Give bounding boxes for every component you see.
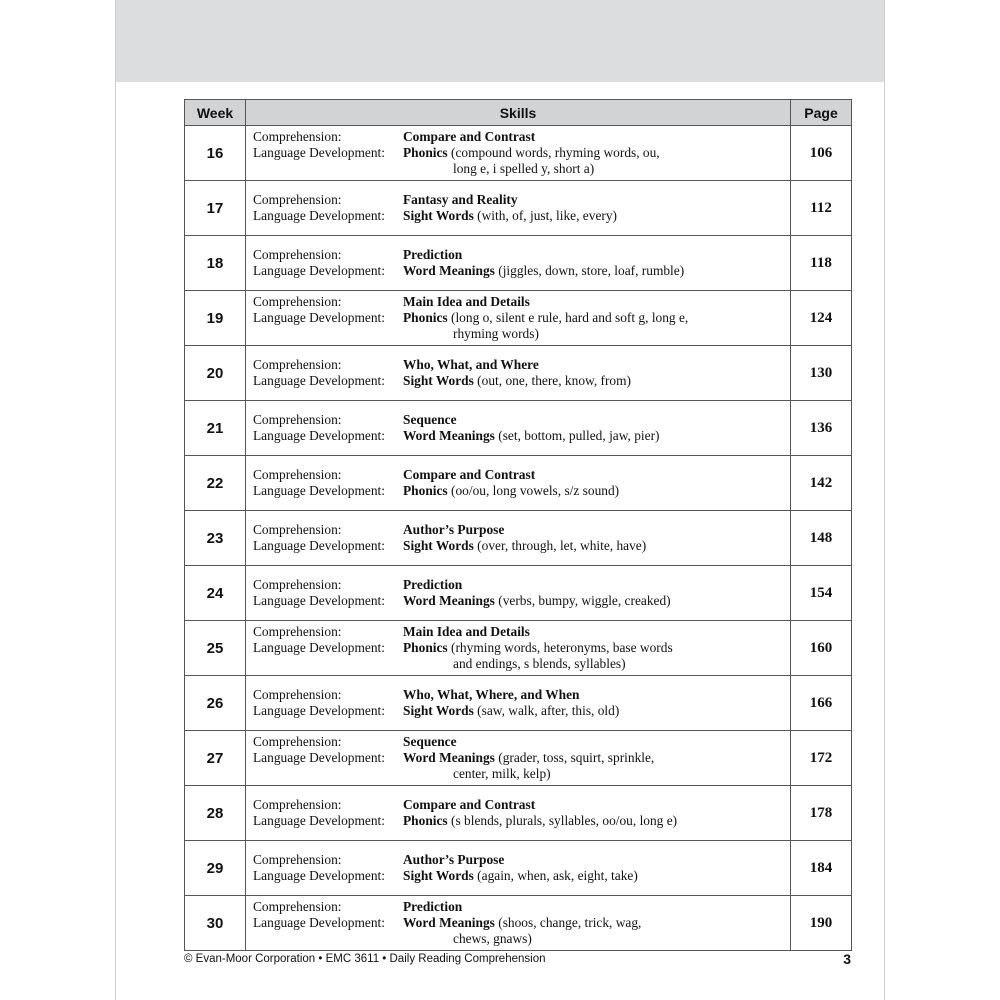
language-skill-type: Sight Words	[403, 208, 474, 223]
page-reference: 172	[791, 731, 852, 786]
table-row	[185, 786, 852, 841]
language-skill-detail-continued: center, milk, kelp)	[453, 766, 551, 781]
page-reference: 136	[791, 401, 852, 456]
week-number: 19	[185, 291, 246, 346]
language-skill-type: Phonics	[403, 310, 448, 325]
comprehension-label: Comprehension:	[253, 129, 342, 144]
skills-cell	[246, 346, 791, 401]
language-development-label: Language Development:	[253, 428, 385, 443]
page-reference: 184	[791, 841, 852, 896]
language-skill-detail-continued: and endings, s blends, syllables)	[453, 656, 626, 671]
skills-cell	[246, 401, 791, 456]
language-skill-detail: (shoos, change, trick, wag,	[494, 915, 642, 930]
language-skill-detail: (jiggles, down, store, loaf, rumble)	[494, 263, 685, 278]
comprehension-skill: Compare and Contrast	[403, 467, 536, 482]
skills-column-header: Skills	[246, 100, 791, 126]
language-development-label: Language Development:	[253, 208, 385, 223]
comprehension-skill: Who, What, and Where	[403, 357, 539, 372]
language-skill-type: Word Meanings	[403, 428, 495, 443]
comprehension-label: Comprehension:	[253, 294, 342, 309]
language-skill-detail: (with, of, just, like, every)	[473, 208, 617, 223]
language-skill-detail: (long o, silent e rule, hard and soft g, long e,	[447, 310, 689, 325]
comprehension-label: Comprehension:	[253, 687, 342, 702]
table-row	[185, 511, 852, 566]
week-number: 21	[185, 401, 246, 456]
language-development-label: Language Development:	[253, 373, 385, 388]
language-skill-detail: (rhyming words, heteronyms, base words	[447, 640, 673, 655]
language-skill-detail-continued: long e, i spelled y, short a)	[453, 161, 595, 176]
skills-cell	[246, 841, 791, 896]
table-row	[185, 181, 852, 236]
comprehension-skill: Main Idea and Details	[403, 624, 530, 639]
page-reference: 130	[791, 346, 852, 401]
skills-table	[184, 99, 852, 951]
language-skill-detail: (compound words, rhyming words, ou,	[447, 145, 660, 160]
language-development-label: Language Development:	[253, 538, 385, 553]
language-development-label: Language Development:	[253, 310, 385, 325]
comprehension-label: Comprehension:	[253, 357, 342, 372]
language-skill-type: Word Meanings	[403, 915, 495, 930]
comprehension-label: Comprehension:	[253, 734, 342, 749]
language-skill-type: Word Meanings	[403, 750, 495, 765]
comprehension-label: Comprehension:	[253, 852, 342, 867]
skills-cell	[246, 511, 791, 566]
language-skill-detail: (oo/ou, long vowels, s/z sound)	[447, 483, 620, 498]
week-number: 25	[185, 621, 246, 676]
comprehension-skill: Who, What, Where, and When	[403, 687, 580, 702]
comprehension-skill: Compare and Contrast	[403, 129, 536, 144]
page-reference: 118	[791, 236, 852, 291]
table-row	[185, 236, 852, 291]
week-number: 20	[185, 346, 246, 401]
language-development-label: Language Development:	[253, 813, 385, 828]
week-column-header: Week	[185, 100, 246, 126]
week-number: 26	[185, 676, 246, 731]
comprehension-label: Comprehension:	[253, 899, 342, 914]
language-development-label: Language Development:	[253, 868, 385, 883]
comprehension-skill: Fantasy and Reality	[403, 192, 518, 207]
comprehension-label: Comprehension:	[253, 577, 342, 592]
comprehension-label: Comprehension:	[253, 797, 342, 812]
table-row	[185, 401, 852, 456]
comprehension-skill: Author’s Purpose	[403, 522, 505, 537]
language-skill-detail-continued: rhyming words)	[453, 326, 539, 341]
language-skill-type: Phonics	[403, 640, 448, 655]
comprehension-label: Comprehension:	[253, 412, 342, 427]
table-row	[185, 291, 852, 346]
language-skill-type: Sight Words	[403, 538, 474, 553]
page-reference: 148	[791, 511, 852, 566]
skills-cell	[246, 566, 791, 621]
skills-cell	[246, 621, 791, 676]
comprehension-skill: Sequence	[403, 412, 457, 427]
table-row	[185, 676, 852, 731]
comprehension-skill: Prediction	[403, 247, 463, 262]
table-row	[185, 566, 852, 621]
language-skill-detail: (out, one, there, know, from)	[473, 373, 631, 388]
week-number: 29	[185, 841, 246, 896]
language-skill-detail: (s blends, plurals, syllables, oo/ou, long e)	[447, 813, 678, 828]
page-reference: 106	[791, 126, 852, 181]
footer-credit: © Evan-Moor Corporation • EMC 3611 • Daily Reading Comprehension	[184, 953, 546, 965]
footer	[184, 953, 851, 965]
comprehension-label: Comprehension:	[253, 624, 342, 639]
comprehension-skill: Prediction	[403, 577, 463, 592]
page-reference: 142	[791, 456, 852, 511]
table-header-row	[185, 100, 852, 126]
page-reference: 160	[791, 621, 852, 676]
language-skill-detail: (again, when, ask, eight, take)	[473, 868, 638, 883]
week-number: 22	[185, 456, 246, 511]
table-row	[185, 731, 852, 786]
week-number: 28	[185, 786, 246, 841]
table-row	[185, 126, 852, 181]
week-number: 23	[185, 511, 246, 566]
header-band	[116, 0, 884, 82]
week-number: 18	[185, 236, 246, 291]
comprehension-label: Comprehension:	[253, 467, 342, 482]
language-development-label: Language Development:	[253, 703, 385, 718]
language-development-label: Language Development:	[253, 915, 385, 930]
page-reference: 154	[791, 566, 852, 621]
language-development-label: Language Development:	[253, 640, 385, 655]
language-skill-detail: (saw, walk, after, this, old)	[473, 703, 620, 718]
language-development-label: Language Development:	[253, 483, 385, 498]
skills-cell	[246, 291, 791, 346]
week-number: 17	[185, 181, 246, 236]
page-column-header: Page	[791, 100, 852, 126]
skills-cell	[246, 126, 791, 181]
comprehension-skill: Compare and Contrast	[403, 797, 536, 812]
language-development-label: Language Development:	[253, 263, 385, 278]
table-row	[185, 621, 852, 676]
language-skill-detail: (grader, toss, squirt, sprinkle,	[494, 750, 655, 765]
comprehension-skill: Author’s Purpose	[403, 852, 505, 867]
page-reference: 178	[791, 786, 852, 841]
comprehension-label: Comprehension:	[253, 247, 342, 262]
skills-cell	[246, 896, 791, 951]
week-number: 24	[185, 566, 246, 621]
comprehension-skill: Main Idea and Details	[403, 294, 530, 309]
language-skill-detail: (set, bottom, pulled, jaw, pier)	[494, 428, 660, 443]
language-development-label: Language Development:	[253, 593, 385, 608]
comprehension-label: Comprehension:	[253, 192, 342, 207]
language-skill-detail-continued: chews, gnaws)	[453, 931, 532, 946]
language-skill-type: Phonics	[403, 483, 448, 498]
page-reference: 190	[791, 896, 852, 951]
language-skill-type: Phonics	[403, 145, 448, 160]
skills-cell	[246, 456, 791, 511]
page-number: 3	[843, 951, 851, 967]
language-skill-type: Phonics	[403, 813, 448, 828]
table-row	[185, 456, 852, 511]
language-development-label: Language Development:	[253, 145, 385, 160]
table-row	[185, 346, 852, 401]
table-row	[185, 896, 852, 951]
page	[115, 0, 885, 1000]
week-number: 16	[185, 126, 246, 181]
week-number: 30	[185, 896, 246, 951]
week-number: 27	[185, 731, 246, 786]
language-skill-type: Sight Words	[403, 868, 474, 883]
language-development-label: Language Development:	[253, 750, 385, 765]
table-row	[185, 841, 852, 896]
skills-cell	[246, 786, 791, 841]
language-skill-type: Sight Words	[403, 703, 474, 718]
page-reference: 124	[791, 291, 852, 346]
page-reference: 112	[791, 181, 852, 236]
comprehension-label: Comprehension:	[253, 522, 342, 537]
language-skill-type: Word Meanings	[403, 263, 495, 278]
skills-cell	[246, 676, 791, 731]
language-skill-type: Word Meanings	[403, 593, 495, 608]
comprehension-skill: Prediction	[403, 899, 463, 914]
comprehension-skill: Sequence	[403, 734, 457, 749]
page-reference: 166	[791, 676, 852, 731]
skills-cell	[246, 236, 791, 291]
language-skill-detail: (over, through, let, white, have)	[473, 538, 647, 553]
language-skill-detail: (verbs, bumpy, wiggle, creaked)	[494, 593, 671, 608]
language-skill-type: Sight Words	[403, 373, 474, 388]
skills-cell	[246, 181, 791, 236]
skills-cell	[246, 731, 791, 786]
